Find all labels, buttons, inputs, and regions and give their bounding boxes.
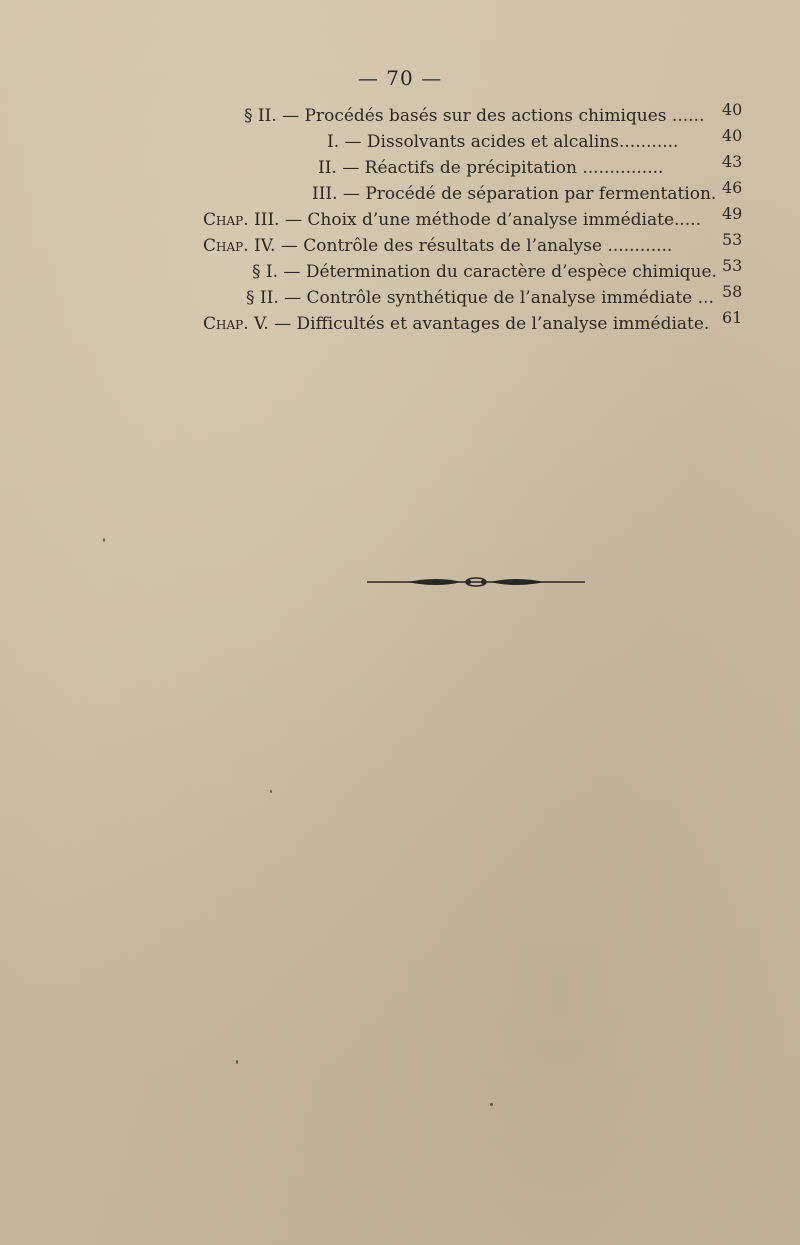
paper-speck: [103, 538, 105, 542]
toc-entry: [0, 126, 800, 158]
toc-entry: [0, 308, 800, 340]
toc-entry-text: V. — Difficultés et avantages de l’analyse immédiate.: [254, 314, 710, 334]
toc-entry-label: [203, 314, 709, 334]
toc-entry: [0, 204, 800, 236]
toc-entry-page: 46: [722, 178, 743, 197]
toc-entry-label: [203, 236, 672, 256]
toc-entry-label: I. — Dissolvants acides et alcalins...........: [327, 132, 679, 152]
toc-entry-label: § I. — Détermination du caractère d’espèce chimique.: [252, 262, 717, 282]
toc-entry-label: § II. — Procédés basés sur des actions chimiques ......: [244, 106, 705, 126]
toc-entry: [0, 282, 800, 314]
toc-entry-page: 49: [722, 204, 743, 223]
paper-speck: [490, 1103, 493, 1106]
chapter-prefix: Chap.: [203, 210, 249, 230]
toc-entry-page: 53: [722, 256, 743, 275]
toc-entry-page: 53: [722, 230, 743, 249]
chapter-prefix: Chap.: [203, 314, 249, 334]
toc-entry-label: [203, 210, 701, 230]
toc-entry-page: 58: [722, 282, 743, 301]
toc-entry-page: 40: [722, 100, 743, 119]
toc-entry-label: § II. — Contrôle synthétique de l’analyse immédiate ...: [246, 288, 714, 308]
toc-entry-label: II. — Réactifs de précipitation ...............: [318, 158, 664, 178]
toc-entry-page: 43: [722, 152, 743, 171]
toc-entry: [0, 230, 800, 262]
toc-entry: [0, 152, 800, 184]
toc-entry: [0, 256, 800, 288]
toc-entry-text: III. — Choix d’une méthode d’analyse immédiate.....: [254, 210, 702, 230]
toc-entry: [0, 178, 800, 210]
toc-entry-page: 40: [722, 126, 743, 145]
decorative-rule-icon: [367, 572, 585, 592]
paper-speck: [270, 790, 272, 793]
chapter-prefix: Chap.: [203, 236, 249, 256]
page-number: — 70 —: [357, 66, 443, 90]
toc-entry: [0, 100, 800, 132]
toc-entry-page: 61: [722, 308, 743, 327]
toc-entry-text: IV. — Contrôle des résultats de l’analyse ............: [254, 236, 673, 256]
toc-entry-label: III. — Procédé de séparation par fermentation.: [312, 184, 717, 204]
paper-speck: [236, 1060, 238, 1064]
